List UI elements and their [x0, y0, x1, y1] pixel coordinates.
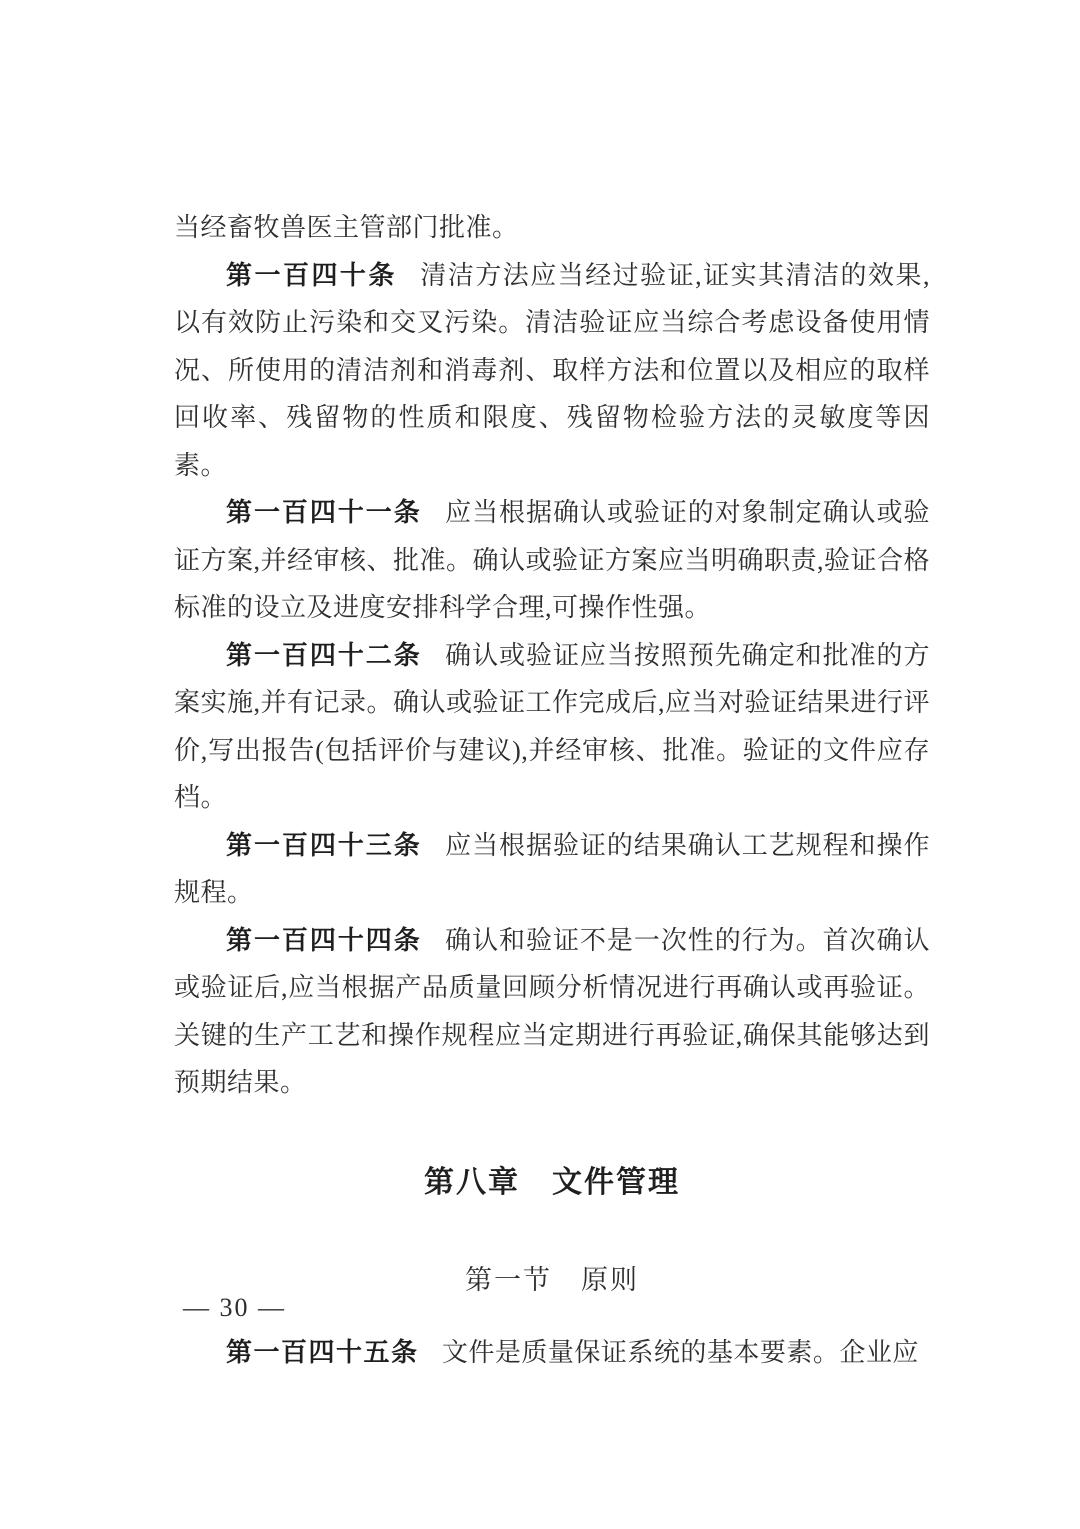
article-144-text: 确认和验证不是一次性的行为。首次确认或验证后,应当根据产品质量回顾分析情况进行再确认或再验证。关键的生产工艺和操作规程应当定期进行再验证,确保其能够达到预期结果。	[174, 925, 930, 1097]
page-number: — 30 —	[183, 1293, 286, 1322]
section-heading: 第一节 原则	[465, 1264, 639, 1295]
article-142-paragraph	[174, 632, 930, 822]
article-143-label: 第一百四十三条	[226, 829, 422, 860]
article-141-paragraph	[174, 489, 930, 632]
article-142-text: 确认或验证应当按照预先确定和批准的方案实施,并有记录。确认或验证工作完成后,应当对验证结果进行评价,写出报告(包括评价与建议),并经审核、批准。验证的文件应存档。	[174, 640, 931, 812]
article-141-label: 第一百四十一条	[226, 497, 422, 527]
chapter-heading: 第八章 文件管理	[424, 1165, 680, 1199]
article-144-label: 第一百四十四条	[226, 924, 422, 955]
article-145-text: 文件是质量保证系统的基本要素。企业应	[441, 1337, 919, 1367]
article-144-paragraph	[174, 917, 930, 1107]
article-141-text: 应当根据确认或验证的对象制定确认或验证方案,并经审核、批准。确认或验证方案应当明确职责,验证合格标准的设立及进度安排科学合理,可操作性强。	[174, 498, 931, 622]
article-140-text: 清洁方法应当经过验证,证实其清洁的效果,以有效防止污染和交叉污染。清洁验证应当综合考虑设备使用情况、所使用的清洁剂和消毒剂、取样方法和位置以及相应的取样回收率、残留物的性质和限度、残留物检验方法的灵敏度等因素。	[174, 260, 930, 480]
article-140-label: 第一百四十条	[226, 259, 397, 290]
article-142-label: 第一百四十二条	[226, 639, 422, 670]
article-143-text: 应当根据验证的结果确认工艺规程和操作规程。	[174, 830, 930, 907]
paragraph-continuation: 当经畜牧兽医主管部门批准。	[174, 213, 519, 242]
text-body	[174, 204, 930, 1376]
article-140-paragraph	[174, 252, 930, 490]
article-145-paragraph	[174, 1329, 930, 1377]
article-143-paragraph	[174, 822, 930, 917]
article-145-label: 第一百四十五条	[226, 1336, 419, 1367]
